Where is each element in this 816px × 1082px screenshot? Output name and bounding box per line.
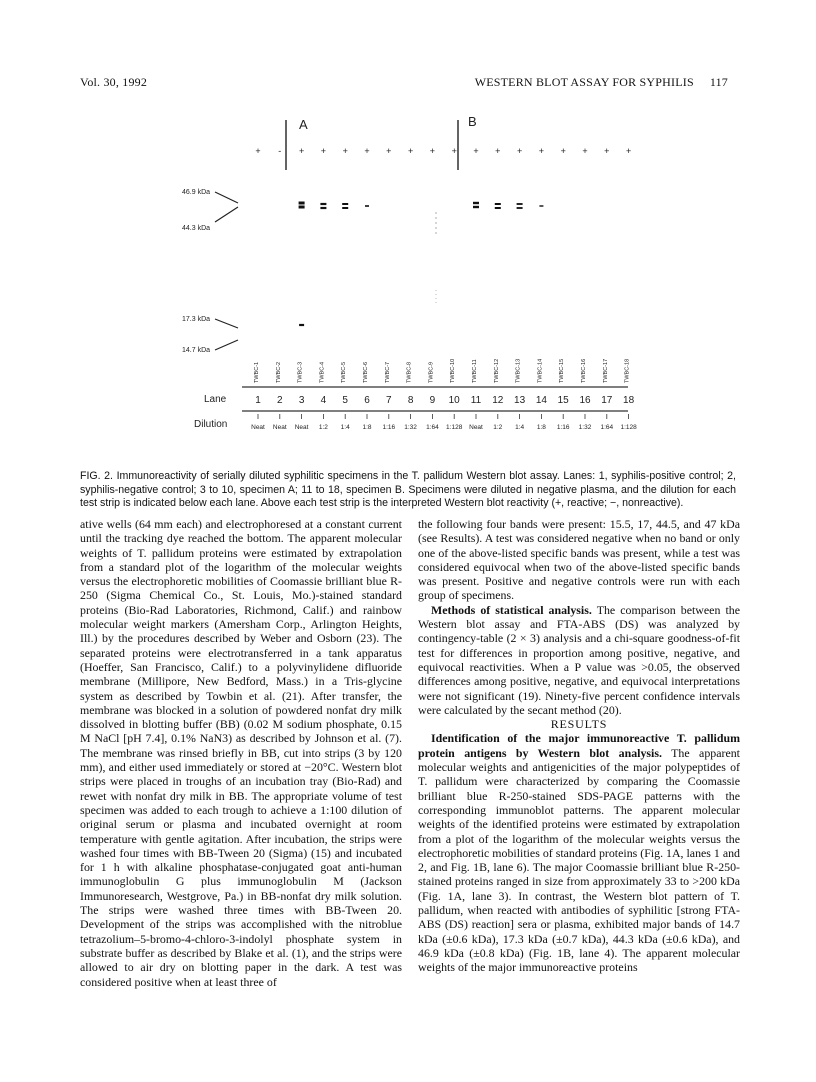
results-paragraph	[418, 731, 740, 974]
dilution-label: 1:64	[600, 424, 614, 431]
right-column	[418, 517, 740, 975]
blot-band	[495, 203, 501, 205]
strip-label: TWBC-10	[450, 358, 457, 383]
blot-band	[473, 206, 479, 208]
lane-number: 6	[364, 395, 370, 406]
lane-number: 16	[579, 395, 591, 406]
blot-band	[320, 203, 326, 205]
reactivity-mark: +	[255, 146, 261, 156]
marker-label-17-3: 17.3 kDa	[182, 316, 211, 323]
lane-axis-label: Lane	[204, 394, 227, 405]
dilution-label: 1:2	[318, 424, 328, 431]
dilution-label: Neat	[294, 424, 309, 431]
left-column	[80, 517, 402, 989]
blot-band	[517, 207, 523, 209]
reactivity-mark: +	[516, 146, 523, 156]
dilution-label: 1:32	[578, 424, 592, 431]
marker-label-46-9: 46.9 kDa	[182, 189, 211, 196]
blot-band	[539, 205, 543, 206]
marker-label-14-7: 14.7 kDa	[182, 347, 211, 354]
reactivity-mark: +	[342, 146, 348, 156]
dilution-label: 1:16	[382, 424, 396, 431]
dilution-label: 1:128	[446, 424, 463, 431]
results-text: The apparent molecular weights and antigenicities of the major polypeptides of T. pallidum were characterized by comparing the Coomassie brilliant blue R-250-stained SDS-PAGE patterns with the corresponding immunoblot patterns. The apparent molecular weights of the identified proteins were estimated by extrapolation from a plot of the logarithm of the molecular weights versus the electrophoretic mobilities of standard proteins (Fig. 1A, lanes 1 and 2, and Fig. 1B, lane 6). The major Coomassie brilliant blue R-250-stained proteins ranged in size from approximately 33 to >200 kDa (Fig. 1A, lane 3). In contrast, the Western blot pattern of T. pallidum, when reacted with antibodies of syphilitic [strong FTA-ABS (DS) reaction] sera or plasma, exhibited major bands of 14.7 kDa (±0.6 kDa), 17.3 kDa (±0.7 kDa), 44.3 kDa (±0.6 kDa), and 46.9 kDa (±0.8 kDa) (Fig. 1B, lane 4). The apparent molecular weights of the major immunoreactive proteins	[418, 745, 740, 975]
dilution-label: 1:16	[556, 424, 570, 431]
reactivity-mark: +	[625, 146, 632, 156]
right-column-paragraph: the following four bands were present: 15.5, 17, 44.5, and 47 kDa (see Results). A test was considered negative when no band or only one of the above-listed specific bands was present, while a test was considered equivocal when two of the above-listed specific bands was present. Positive and negative controls were run with each group of specimens.	[418, 517, 740, 603]
strip-label: TWBC-2	[275, 361, 282, 383]
reactivity-mark: +	[407, 146, 414, 156]
results-heading: RESULTS	[550, 717, 608, 732]
reactivity-mark: +	[604, 146, 610, 156]
lane-number: 4	[320, 395, 327, 406]
left-column-text: ative wells (64 mm each) and electrophoresed at a constant current until the tracking dye reached the bottom. The apparent molecular weights of T. pallidum proteins were estimated by extrapolation from a standard plot of the logarithm of the molecular weights versus the electrophoretic mobilities of Coomassie brilliant blue R-250 (Sigma Chemical Co., St. Louis, Mo.)-stained standard proteins (Bio-Rad Laboratories, Richmond, Calif.) and rainbow molecular weight markers (Amersham Corp., Arlington Heights, Ill.) by the procedures described by Weber and Osborn (23). The separated proteins were electrotransferred in a tank apparatus (Hoeffer, San Francisco, Calif.) to a polyvinylidene difluoride membrane (Millipore, New Bedford, Mass.) in a Tris-glycine system as described by Towbin et al. (21). After transfer, the membrane was blocked in a solution of powdered nonfat dry milk dissolved in blotting buffer (BB) (0.02 M sodium phosphate, 0.15 M NaCl [pH 7.4], 0.1% NaN3) as described by Johnson et al. (7). The membrane was rinsed briefly in BB, cut into strips (3 by 120 mm), and either used immediately or stored at −20°C. Western blot strips were placed in troughs of an incubation tray (Bio-Rad) and rewet with nonfat dry milk in BB. The appropriate volume of test specimen was added to each trough to achieve a 1:100 dilution of original serum or plasma and incubated overnight at room temperature with gentle agitation. After incubation, the strips were washed four times with BB-Tween 20 (Sigma) (15) and incubated for 1 h with alkaline phosphatase-conjugated goat anti-human immunoglobulin G plus immunoglobulin M (Jackson Immunoresearch, Westgrove, Pa.) in BB-nonfat dry milk solution. The strips were washed three times with BB-Tween 20. Development of the strips was accomplished with the nitroblue tetrazolium–5-bromo-4-chloro-3-indolyl phosphate system in substrate buffer as described by Blake et al. (1), and the strips were allowed to air dry on blotting paper in the dark. A test was considered positive when at least three of	[80, 517, 402, 989]
strip-label: TWBC-15	[559, 358, 566, 383]
strip-label: TWBC-17	[602, 358, 609, 383]
reactivity-mark: +	[320, 146, 327, 156]
reactivity-mark: +	[473, 146, 479, 156]
strip-label: TWBC-16	[581, 358, 587, 383]
strip-label: TWBC-18	[624, 358, 631, 383]
strip-label: TWBC-9	[428, 361, 435, 383]
page-number: 117	[709, 75, 728, 89]
lane-number: 1	[255, 395, 261, 406]
results-subheading: Identification of the major immunoreactive T. pallidum protein antigens by Western blot analysis.	[418, 731, 740, 760]
dilution-label: 1:8	[362, 424, 372, 431]
lane-marks	[251, 146, 637, 431]
blot-band	[517, 203, 523, 205]
lane-number: 3	[298, 395, 305, 406]
lane-number: 8	[407, 395, 414, 406]
blot-band	[342, 207, 348, 209]
reactivity-mark: +	[364, 146, 370, 156]
lane-number: 13	[514, 395, 526, 406]
strip-label: TWBC-13	[515, 358, 522, 383]
strip-label: TWBC-5	[341, 361, 348, 383]
lane-number: 14	[535, 395, 547, 406]
strip-label: TWBC-12	[493, 358, 500, 383]
strip-label: TWBC-4	[319, 361, 326, 383]
lane-number: 17	[601, 395, 613, 406]
lane-number: 2	[277, 395, 283, 406]
strip-label: TWBC-8	[406, 361, 413, 383]
reactivity-mark: +	[451, 146, 457, 156]
panel-label-b: B	[468, 114, 477, 129]
dilution-label: 1:4	[340, 424, 350, 431]
blot-band	[299, 202, 305, 205]
figure-caption: FIG. 2. Immunoreactivity of serially diluted syphilitic specimens in the T. pallidum Western blot assay. Lanes: 1, syphilis-positive control; 2, syphilis-negative control; 3 to 10, specimen A; 11 to 18, specimen B. Specimens were diluted in negative plasma, and the dilution for each test strip is indicated below each lane. Above each test strip is the interpreted Western blot reactivity (+, reactive; −, nonreactive).	[80, 470, 736, 510]
statistics-paragraph	[418, 603, 740, 717]
reactivity-mark: +	[582, 146, 588, 156]
dilution-label: Neat	[469, 424, 483, 431]
reactivity-mark: +	[560, 146, 566, 156]
reactivity-mark: +	[495, 146, 501, 156]
blot-band	[299, 206, 305, 209]
reactivity-mark: -	[278, 146, 282, 156]
dilution-label: 1:2	[493, 424, 503, 431]
marker-bracket-upper	[215, 192, 238, 222]
marker-label-44-3: 44.3 kDa	[182, 225, 211, 232]
dilution-label: Neat	[251, 424, 265, 431]
strip-label: TWBC-6	[363, 361, 369, 383]
lane-number: 9	[429, 395, 436, 406]
strip-label: TWBC-11	[472, 359, 478, 383]
dilution-label: 1:8	[536, 424, 546, 431]
reactivity-mark: +	[386, 146, 392, 156]
dilution-label: Neat	[272, 424, 287, 431]
lane-number: 12	[492, 395, 504, 406]
western-blot-figure	[0, 0, 816, 470]
strip-label: TWBC-3	[297, 361, 304, 383]
blot-band	[473, 202, 479, 204]
statistics-heading: Methods of statistical analysis.	[431, 602, 592, 617]
reactivity-mark: +	[538, 146, 545, 156]
panel-label-a: A	[299, 117, 308, 132]
dilution-label: 1:4	[515, 424, 525, 431]
blot-band	[320, 207, 326, 209]
blot-band	[495, 207, 501, 209]
marker-bracket-lower	[215, 319, 238, 350]
strip-label: TWBC-7	[384, 361, 391, 383]
blot-band	[299, 324, 304, 326]
strip-label: TWBC-14	[537, 358, 544, 383]
running-header-volume: Vol. 30, 1992	[80, 75, 148, 89]
dilution-label: 1:32	[404, 424, 417, 431]
running-title: WESTERN BLOT ASSAY FOR SYPHILIS	[474, 75, 694, 89]
reactivity-mark: +	[298, 146, 305, 156]
dilution-label: 1:64	[426, 424, 439, 431]
blot-band	[342, 203, 348, 205]
reactivity-mark: +	[429, 146, 436, 156]
blot-band	[365, 205, 369, 207]
dilution-axis-label: Dilution	[194, 419, 228, 430]
lane-number: 18	[623, 395, 635, 406]
lane-number: 10	[448, 395, 460, 406]
lane-number: 11	[470, 395, 482, 406]
statistics-text: The comparison between the Western blot assay and FTA-ABS (DS) was analyzed by contingency-table (2 × 3) analysis and a chi-square goodness-of-fit test for differences in proportion among positive, negative, and equivocal reactivities. When a P value was >0.05, the observed differences among positive, negative, and equivocal interpretations were not significant (19). Ninety-five percent confidence intervals were calculated by the secant method (20).	[418, 602, 740, 717]
lane-number: 15	[557, 395, 569, 406]
lane-number: 5	[342, 395, 348, 406]
lane-number: 7	[386, 395, 392, 406]
strip-label: TWBC-1	[254, 361, 260, 383]
dilution-label: 1:128	[620, 424, 637, 431]
